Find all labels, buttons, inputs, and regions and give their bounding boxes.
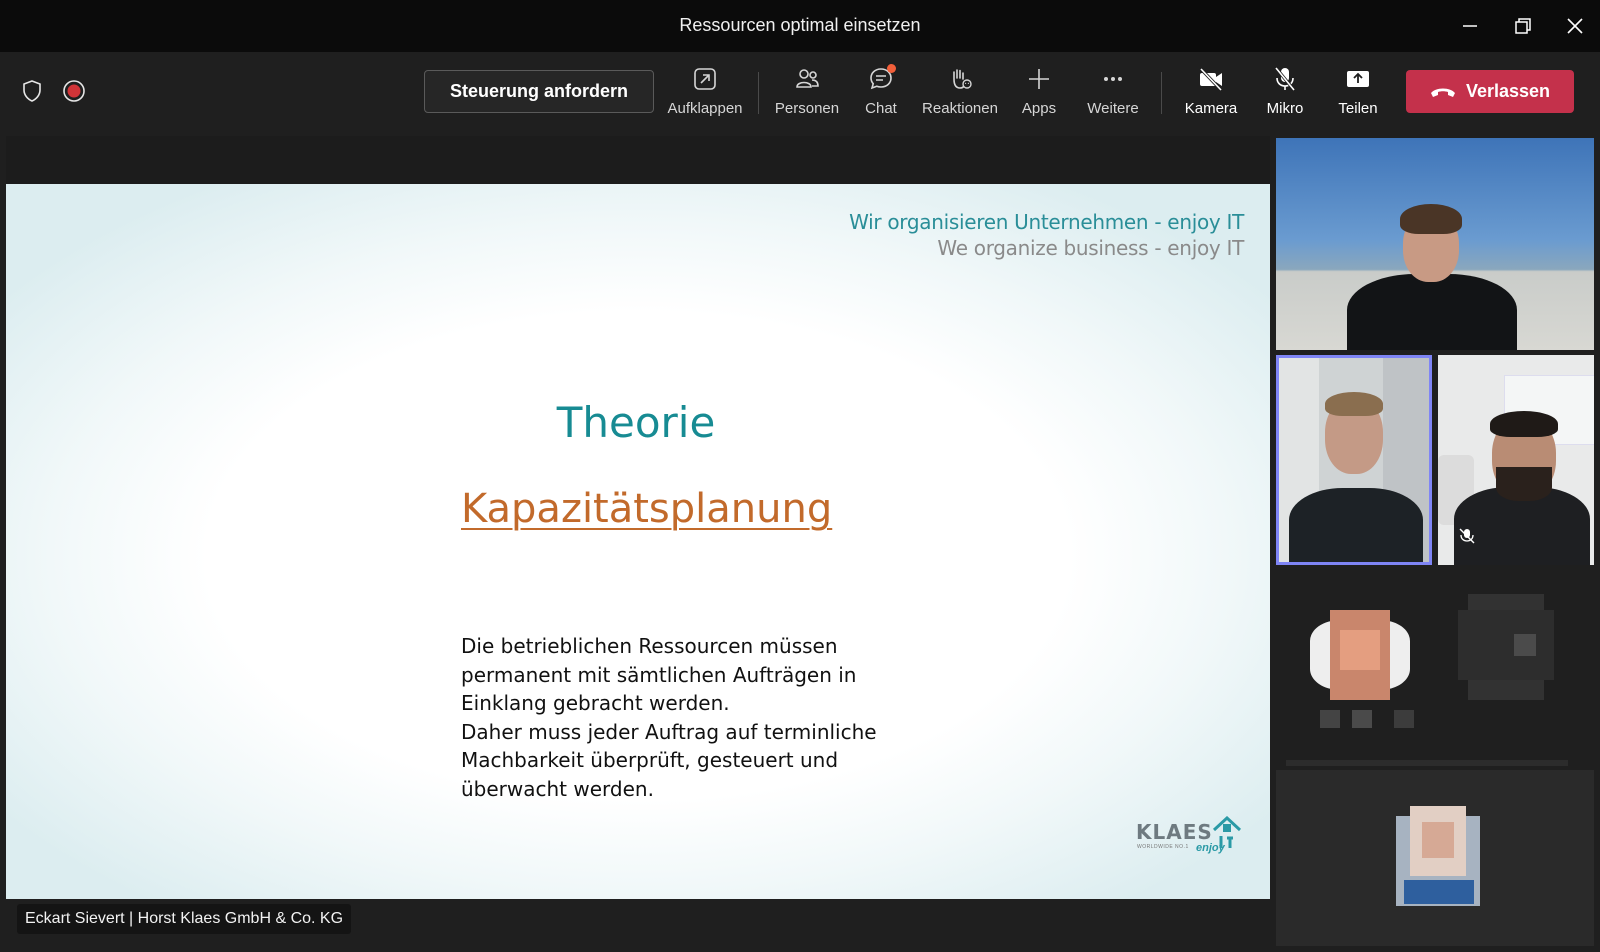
- close-icon: [1565, 16, 1585, 36]
- presenter-name-tag: Eckart Sievert | Horst Klaes GmbH & Co. KG: [17, 904, 351, 934]
- participant-hair: [1400, 204, 1462, 234]
- microphone-label: Mikro: [1266, 100, 1304, 117]
- pixelated-participant-avatar[interactable]: [1458, 594, 1554, 700]
- mic-off-icon: [1271, 65, 1299, 93]
- minimize-button[interactable]: [1450, 10, 1490, 42]
- house-logo-icon: [1212, 816, 1242, 850]
- slide-body-line: Die betrieblichen Ressourcen müssen: [461, 634, 838, 658]
- participant-body: [1347, 274, 1517, 350]
- hand-reaction-icon: [946, 65, 974, 93]
- slide-body: [461, 632, 881, 804]
- pop-out-icon: [691, 65, 719, 93]
- pixelated-participant-avatar[interactable]: [1310, 600, 1420, 730]
- apps-button[interactable]: [1016, 64, 1062, 124]
- more-button[interactable]: [1084, 64, 1142, 124]
- panel-divider: [1286, 760, 1568, 766]
- window-title: Ressourcen optimal einsetzen: [679, 15, 921, 35]
- more-label: Weitere: [1087, 100, 1139, 117]
- restore-icon: [1513, 16, 1533, 36]
- chat-label: Chat: [865, 100, 897, 117]
- participant-hair: [1325, 392, 1383, 416]
- slide-heading: Theorie: [556, 398, 716, 447]
- share-label: Teilen: [1338, 100, 1378, 117]
- participant-video-tile[interactable]: [1438, 355, 1594, 565]
- participant-hair: [1490, 411, 1558, 437]
- shared-presentation-slide: [6, 184, 1270, 899]
- apps-label: Apps: [1021, 100, 1057, 117]
- logo-tagline: WORLDWIDE NO.1: [1137, 844, 1189, 850]
- slide-subheading: Kapazitätsplanung: [461, 486, 833, 532]
- chat-button[interactable]: [856, 64, 906, 124]
- request-control-button[interactable]: Steuerung anfordern: [424, 70, 654, 113]
- leave-button[interactable]: [1406, 70, 1574, 113]
- people-icon: [793, 65, 821, 93]
- people-label: Personen: [774, 100, 840, 117]
- pop-out-button[interactable]: [668, 64, 742, 124]
- phone-hangup-icon: [1430, 85, 1456, 99]
- stage-top-area: [6, 136, 1270, 184]
- slide-body-line: Daher muss jeder Auftrag auf terminliche: [461, 719, 877, 744]
- slide-body-line: Einklang gebracht werden.: [461, 691, 730, 716]
- camera-button[interactable]: [1180, 64, 1242, 124]
- minimize-icon: [1460, 16, 1480, 36]
- muted-mic-icon: [1458, 527, 1476, 545]
- pop-out-label: Aufklappen: [667, 100, 743, 117]
- active-speaker-video-tile[interactable]: [1276, 355, 1432, 565]
- slide-body-line: Machbarkeit überprüft, gesteuert und: [461, 748, 839, 773]
- restore-button[interactable]: [1503, 10, 1543, 42]
- close-button[interactable]: [1555, 10, 1595, 42]
- people-button[interactable]: [774, 64, 840, 124]
- plus-icon: [1025, 65, 1053, 93]
- chat-notification-badge: [887, 64, 896, 73]
- participant-tile[interactable]: [1276, 770, 1594, 946]
- title-bar: [0, 0, 1600, 52]
- toolbar-separator: [758, 72, 759, 114]
- reactions-label: Reaktionen: [922, 100, 998, 117]
- share-button[interactable]: [1334, 64, 1382, 124]
- recording-icon[interactable]: [62, 79, 86, 103]
- shield-icon[interactable]: [20, 79, 44, 103]
- participant-video-tile[interactable]: [1276, 138, 1594, 350]
- camera-label: Kamera: [1184, 100, 1238, 117]
- share-icon: [1344, 65, 1372, 93]
- slide-body-line: permanent mit sämtlichen Aufträgen in: [461, 662, 857, 687]
- participant-body: [1289, 488, 1423, 565]
- camera-off-icon: [1197, 65, 1225, 93]
- slide-body-line: überwacht werden.: [461, 776, 654, 801]
- logo-sub: enjoy: [1196, 842, 1225, 854]
- participant-beard: [1496, 467, 1552, 501]
- leave-label: Verlassen: [1465, 81, 1551, 101]
- slide-tagline-en: We organize business - enjoy IT: [937, 236, 1244, 260]
- meeting-toolbar: [0, 52, 1600, 130]
- toolbar-separator: [1161, 72, 1162, 114]
- microphone-button[interactable]: [1262, 64, 1308, 124]
- slide-tagline-de: Wir organisieren Unternehmen - enjoy IT: [849, 210, 1244, 234]
- reactions-button[interactable]: [922, 64, 998, 124]
- more-icon: [1099, 65, 1127, 93]
- logo-brand: KLAES: [1136, 820, 1213, 844]
- klaes-logo: [1136, 816, 1246, 864]
